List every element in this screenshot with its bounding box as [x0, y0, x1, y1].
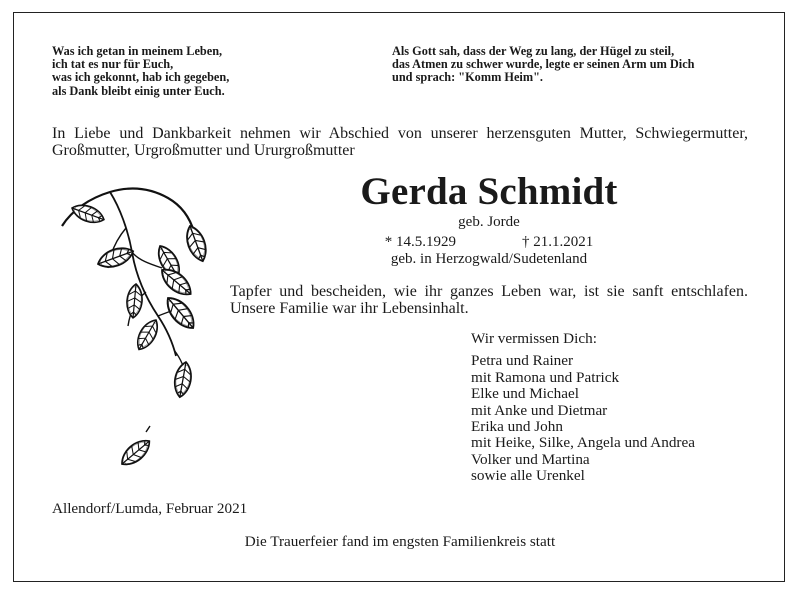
intro-text: In Liebe und Dankbarkeit nehmen wir Abschied von unserer herzensguten Mutter, Schwiegermutter, Großmutter, Urgroßmutter und Ururgroßmutter	[52, 125, 748, 159]
poem-right	[392, 45, 695, 85]
maiden-name: geb. Jorde	[458, 214, 520, 230]
poem-line: das Atmen zu schwer wurde, legte er seinen Arm um Dich	[392, 57, 695, 72]
family-member: Petra und Rainer	[471, 352, 574, 370]
family-heading: Wir vermissen Dich:	[471, 330, 597, 347]
poem-line: was ich gekonnt, hab ich gegeben,	[52, 70, 230, 85]
family-member: Erika und John	[471, 418, 563, 436]
family-member: Elke und Michael	[471, 385, 579, 403]
place-date: Allendorf/Lumda, Februar 2021	[52, 500, 248, 517]
family-member: mit Heike, Silke, Angela und Andrea	[471, 434, 695, 452]
death-date: † 21.1.2021	[522, 234, 594, 250]
family-member: Volker und Martina	[471, 450, 590, 468]
deceased-name: Gerda Schmidt	[360, 170, 618, 213]
poem-line: Was ich getan in meinem Leben,	[52, 44, 223, 58]
family-list	[471, 331, 695, 485]
tribute-text: Tapfer und bescheiden, wie ihr ganzes Leben war, ist sie sanft entschlafen. Unsere Familie war ihr Lebensinhalt.	[230, 283, 748, 317]
family-member: sowie alle Urenkel	[471, 467, 585, 485]
life-dates	[230, 234, 748, 250]
poem-left	[52, 45, 229, 98]
birth-date: * 14.5.1929	[384, 234, 456, 250]
leafy-branch-icon	[50, 180, 240, 480]
birthplace: geb. in Herzogwald/Sudetenland	[390, 251, 588, 267]
family-member: mit Anke und Dietmar	[471, 401, 608, 419]
funeral-note: Die Trauerfeier fand im engsten Familienkreis statt	[244, 533, 556, 550]
poem-line: als Dank bleibt einig unter Euch.	[52, 83, 225, 98]
poem-line: und sprach: "Komm Heim".	[392, 70, 543, 85]
poem-line: Als Gott sah, dass der Weg zu lang, der Hügel zu steil,	[392, 44, 675, 58]
family-member: mit Ramona und Patrick	[471, 368, 620, 386]
poem-line: ich tat es nur für Euch,	[52, 57, 174, 72]
